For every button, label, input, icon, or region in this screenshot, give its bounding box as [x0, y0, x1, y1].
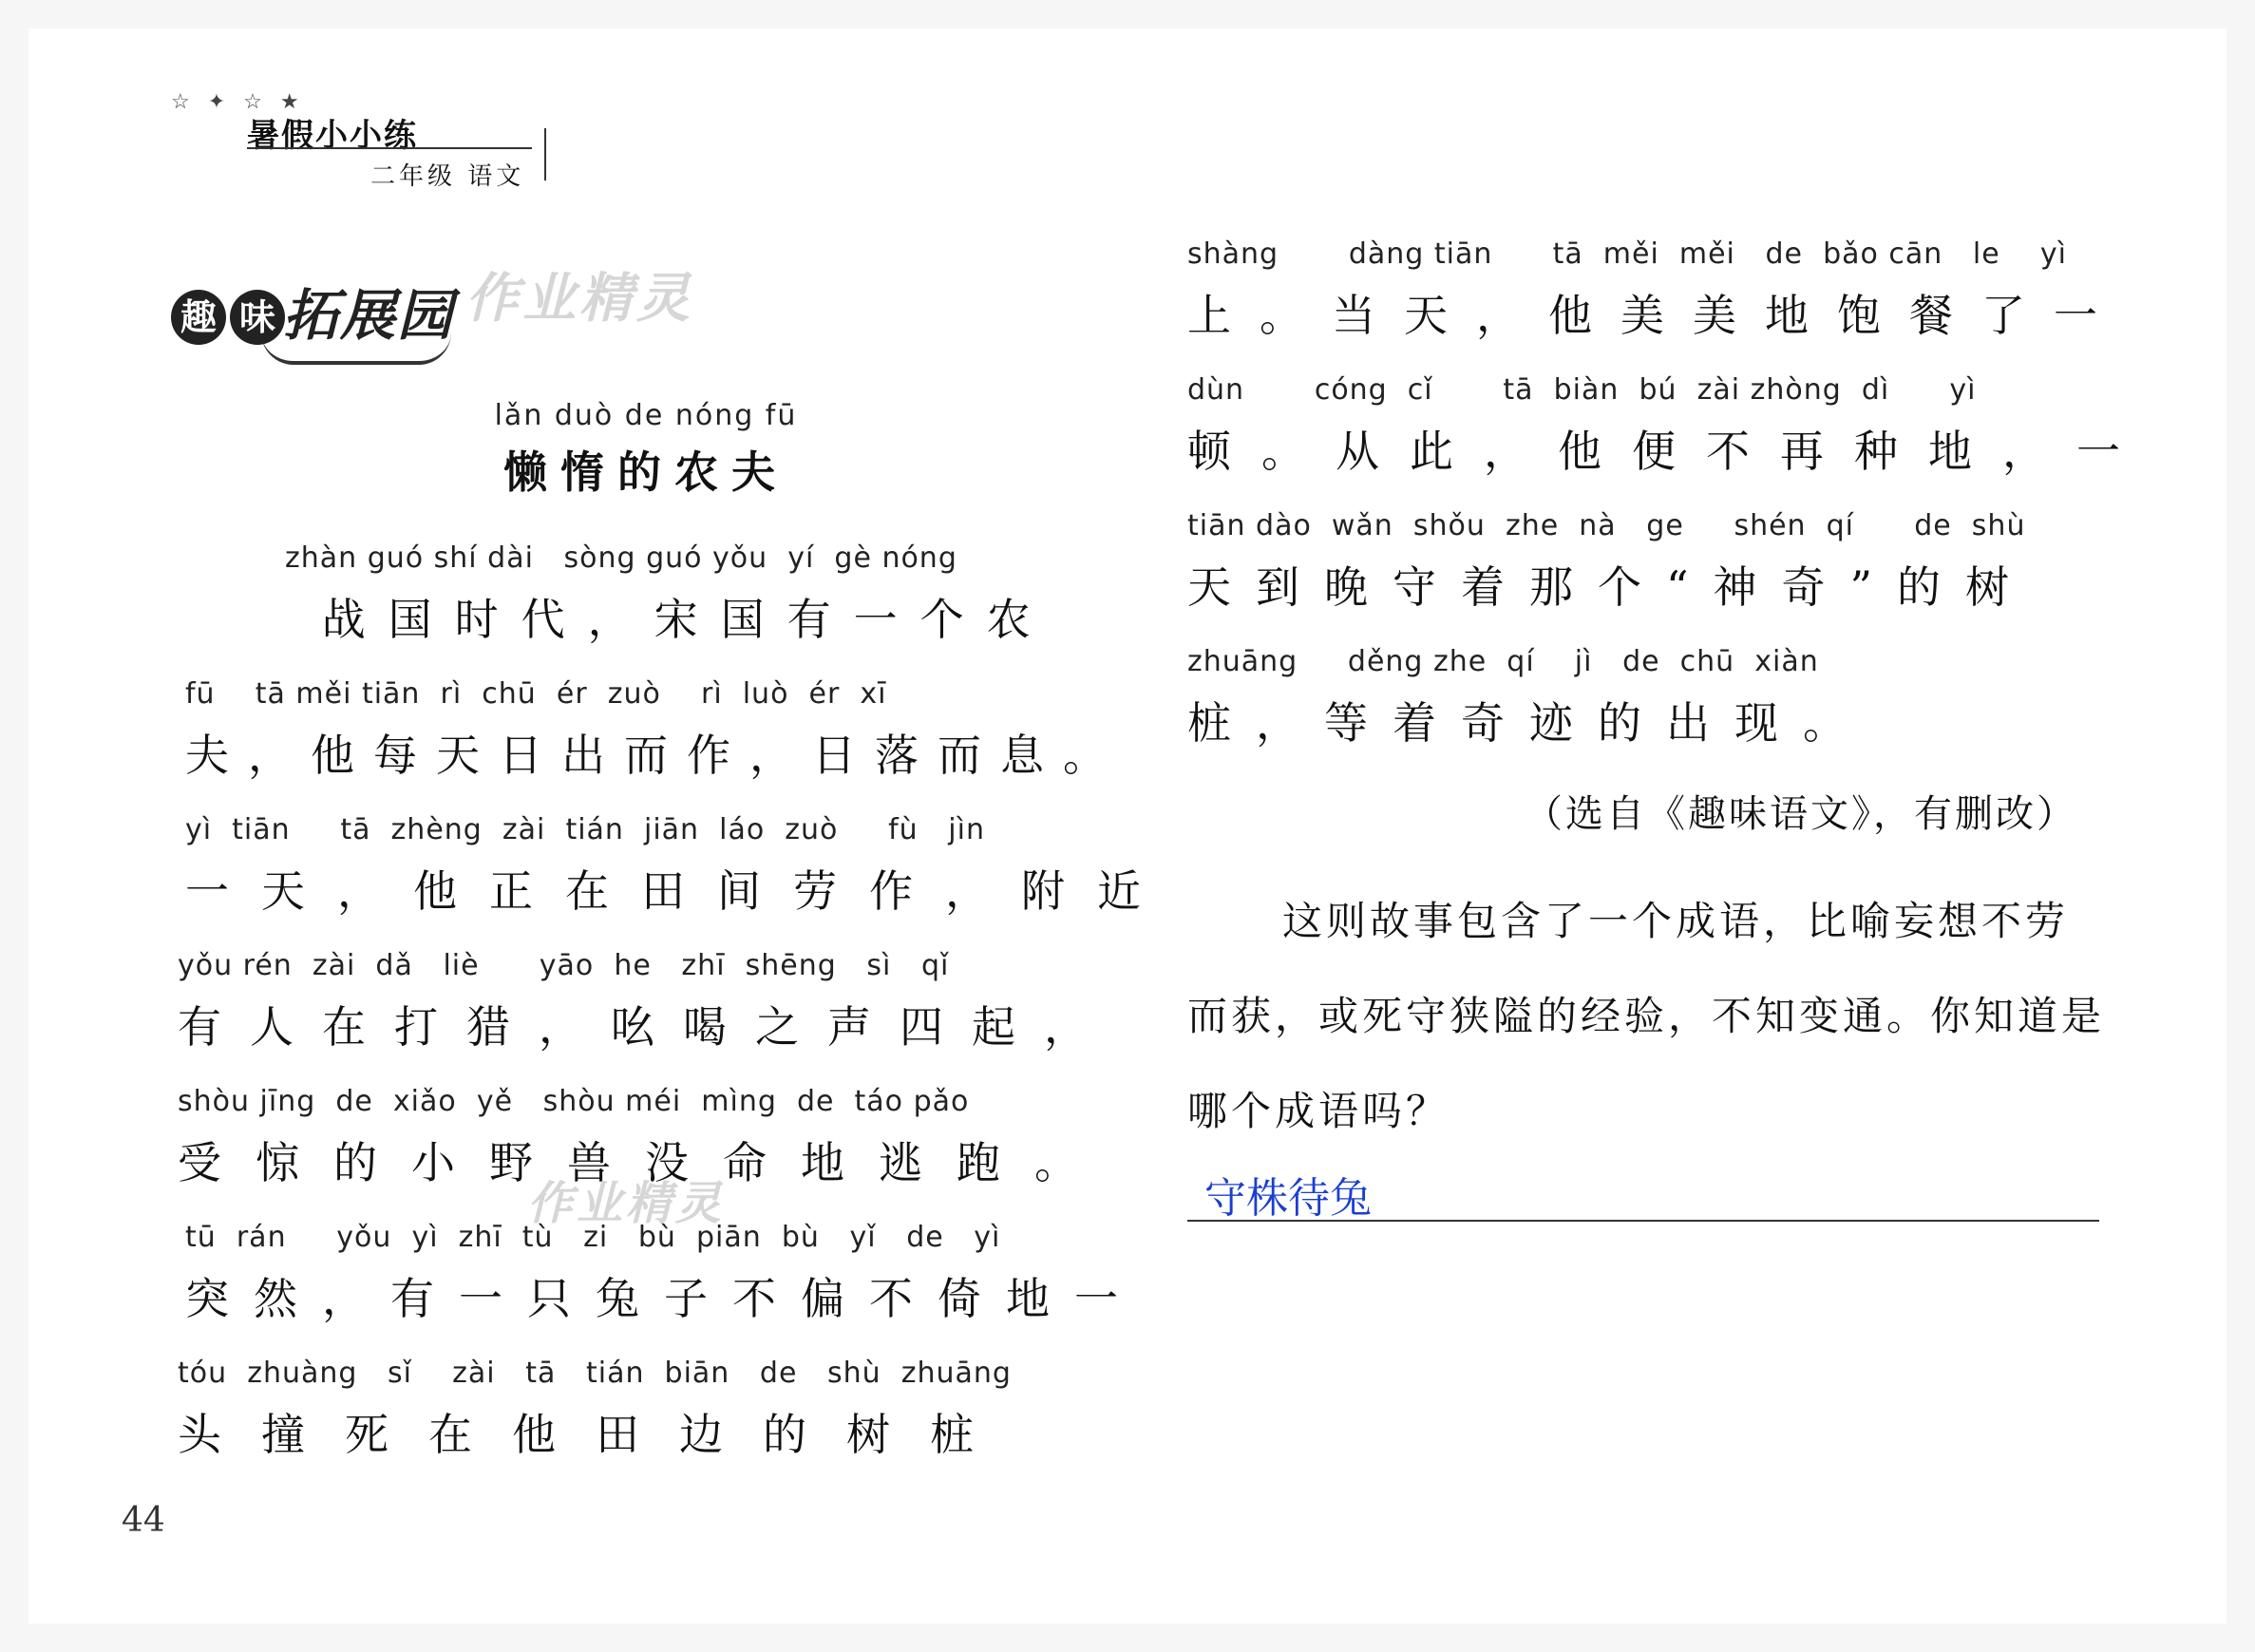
hanzi-line: 顿。从此，他便不再种地，一: [1187, 426, 2151, 477]
story-line: [178, 1085, 1112, 1191]
hanzi-line: 一天，他正在田间劳作，附近: [185, 865, 1173, 917]
section-logo: [171, 261, 456, 356]
page-number: 44: [122, 1501, 165, 1540]
pinyin-line: tóu zhuàng sǐ zài tā tián biān de shù zhuāng: [178, 1357, 1012, 1390]
hanzi-line: 天到晚守着那个“神奇”的树: [1187, 561, 2035, 613]
watermark: 作业精灵: [465, 267, 693, 330]
watermark: 作业精灵: [527, 1177, 726, 1230]
story-title: 懒惰的农夫: [503, 446, 788, 498]
book-header: [171, 90, 551, 191]
story-line: [1187, 373, 2151, 480]
answer-field[interactable]: 守株待兔: [1204, 1174, 1372, 1223]
pinyin-line: zhàn guó shí dài sòng guó yǒu yí gè nóng: [285, 541, 957, 575]
story-title-block: [456, 399, 836, 501]
hanzi-line: 有人在打猎，吆喝之声四起，: [178, 1001, 1116, 1053]
pinyin-line: dùn cóng cǐ tā biàn bú zài zhòng dì yì: [1187, 373, 1977, 407]
header-divider: [247, 147, 532, 149]
pinyin-line: shàng dàng tiān tā měi měi de bǎo cān le yì: [1187, 237, 2067, 271]
pinyin-line: tū rán yǒu yì zhī tù zi bù piān bù yǐ de yì: [185, 1221, 1001, 1254]
question-prompt: 这则故事包含了一个成语，比喻妄想不劳而获，或死守狭隘的经验，不知变通。你知道是哪个成语吗？: [1187, 898, 2106, 1134]
hanzi-line: 突然，有一只兔子不偏不倚地一: [185, 1273, 1143, 1324]
pinyin-line: yì tiān tā zhèng zài tián jiān láo zuò fù jìn: [185, 813, 985, 846]
story-line: [1187, 645, 1871, 751]
story-line: [285, 541, 1053, 648]
logo-swash-decoration: [261, 332, 451, 365]
hanzi-line: 战国时代，宋国有一个农: [285, 594, 1053, 645]
story-line: [178, 949, 1116, 1055]
section-logo-char-1: 趣: [171, 290, 226, 345]
book-title: 暑假小小练: [247, 117, 418, 155]
story-line: [1187, 237, 2126, 344]
story-line: [1187, 509, 2034, 616]
book-subtitle: 二年级 语文: [370, 162, 525, 191]
header-vertical-rule: [544, 128, 546, 180]
story-source: （选自《趣味语文》，有删改）: [1525, 792, 2077, 836]
story-title-pinyin: lǎn duò de nóng fū: [494, 399, 798, 432]
story-line: [185, 1221, 1143, 1327]
pinyin-line: yǒu rén zài dǎ liè yāo he zhī shēng sì qǐ: [178, 949, 950, 982]
pinyin-line: zhuāng děng zhe qí jì de chū xiàn: [1187, 645, 1819, 678]
answer-underline: [1187, 1220, 2099, 1222]
story-line: [185, 677, 1126, 784]
section-logo-char-2: 味: [230, 290, 285, 345]
story-line: [178, 1357, 1014, 1463]
pinyin-line: tiān dào wǎn shǒu zhe nà ge shén qí de shù: [1187, 509, 2026, 542]
hanzi-line: 夫，他每天日出而作，日落而息。: [185, 730, 1126, 781]
hanzi-line: 上。当天，他美美地饱餐了一: [1187, 290, 2126, 341]
star-decoration-icon: ☆ ✦ ☆ ★: [171, 90, 305, 114]
hanzi-line: 桩，等着奇迹的出现。: [1187, 697, 1871, 749]
story-line: [185, 813, 1173, 920]
question-text: [1187, 874, 2109, 1159]
pinyin-line: fū tā měi tiān rì chū ér zuò rì luò ér xī: [185, 677, 887, 711]
section-logo-text: 拓展园: [283, 283, 455, 348]
hanzi-line: 受惊的小野兽没命地逃跑。: [178, 1137, 1112, 1188]
hanzi-line: 头撞死在他田边的树桩: [178, 1409, 1014, 1460]
pinyin-line: shòu jīng de xiǎo yě shòu méi mìng de táo pǎo: [178, 1085, 970, 1118]
